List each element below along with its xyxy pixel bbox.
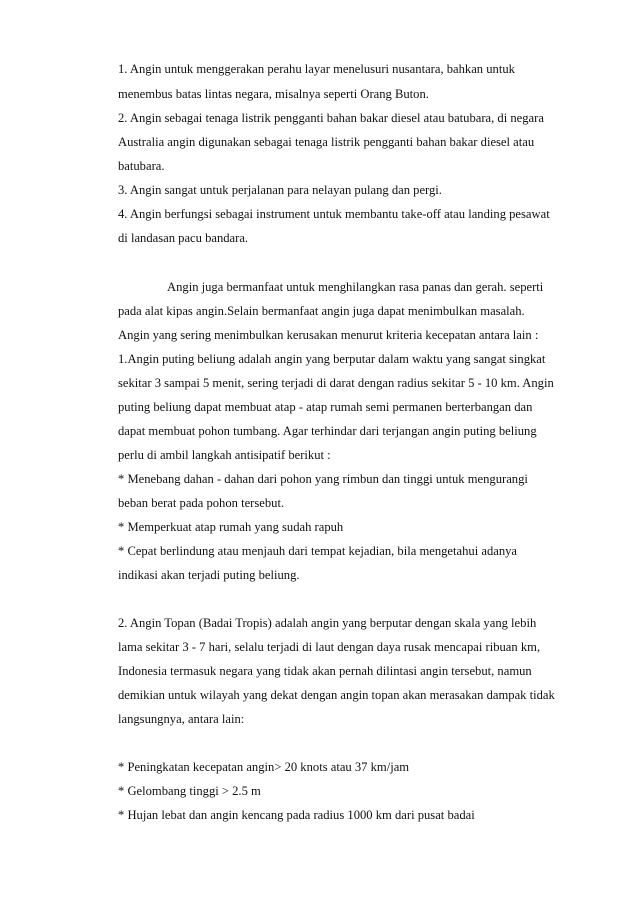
text-line: indikasi akan terjadi puting beliung.	[118, 568, 300, 582]
text-line: * Hujan lebat dan angin kencang pada radius 1000 km dari pusat badai	[118, 808, 475, 822]
text-line: Angin juga bermanfaat untuk menghilangkan rasa panas dan gerah. seperti	[167, 280, 544, 294]
text-line: Angin yang sering menimbulkan kerusakan menurut kriteria kecepatan antara lain :	[118, 328, 539, 342]
text-line: demikian untuk wilayah yang dekat dengan angin topan akan merasakan dampak tidak	[118, 688, 555, 702]
text-line: 4. Angin berfungsi sebagai instrument untuk membantu take-off atau landing pesawat	[118, 207, 550, 221]
text-line: lama sekitar 3 - 7 hari, selalu terjadi di laut dengan daya rusak mencapai ribuan km,	[118, 640, 541, 654]
text-line: 3. Angin sangat untuk perjalanan para nelayan pulang dan pergi.	[118, 183, 442, 197]
text-line: 2. Angin sebagai tenaga listrik pengganti bahan bakar diesel atau batubara, di negara	[118, 111, 544, 125]
text-line: langsungnya, antara lain:	[118, 712, 245, 726]
text-line: * Gelombang tinggi > 2.5 m	[118, 784, 261, 798]
text-line: di landasan pacu bandara.	[118, 231, 249, 245]
text-line: * Memperkuat atap rumah yang sudah rapuh	[118, 520, 344, 534]
text-line: beban berat pada pohon tersebut.	[118, 496, 285, 510]
text-line: 2. Angin Topan (Badai Tropis) adalah angin yang berputar dengan skala yang lebih	[118, 616, 537, 630]
text-line: batubara.	[118, 159, 165, 173]
text-line: perlu di ambil langkah antisipatif berikut :	[118, 448, 331, 462]
text-line: sekitar 3 sampai 5 menit, sering terjadi di darat dengan radius sekitar 5 - 10 km. Angin	[118, 376, 554, 390]
text-line: 1.Angin puting beliung adalah angin yang berputar dalam waktu yang sangat singkat	[118, 352, 546, 366]
text-line: puting beliung dapat membuat atap - atap rumah semi permanen berterbangan dan	[118, 400, 533, 414]
text-line: Australia angin digunakan sebagai tenaga listrik pengganti bahan bakar diesel atau	[118, 135, 535, 149]
text-line: pada alat kipas angin.Selain bermanfaat angin juga dapat menimbulkan masalah.	[118, 304, 525, 318]
text-line: 1. Angin untuk menggerakan perahu layar menelusuri nusantara, bahkan untuk	[118, 62, 515, 76]
text-line: dapat membuat pohon tumbang. Agar terhindar dari terjangan angin puting beliung	[118, 424, 537, 438]
text-line: menembus batas lintas negara, misalnya seperti Orang Buton.	[118, 87, 429, 101]
text-line: * Menebang dahan - dahan dari pohon yang rimbun dan tinggi untuk mengurangi	[118, 472, 528, 486]
text-line: * Cepat berlindung atau menjauh dari tempat kejadian, bila mengetahui adanya	[118, 544, 518, 558]
text-line: Indonesia termasuk negara yang tidak akan pernah dilintasi angin tersebut, namun	[118, 664, 532, 678]
text-line: * Peningkatan kecepatan angin> 20 knots atau 37 km/jam	[118, 760, 410, 774]
